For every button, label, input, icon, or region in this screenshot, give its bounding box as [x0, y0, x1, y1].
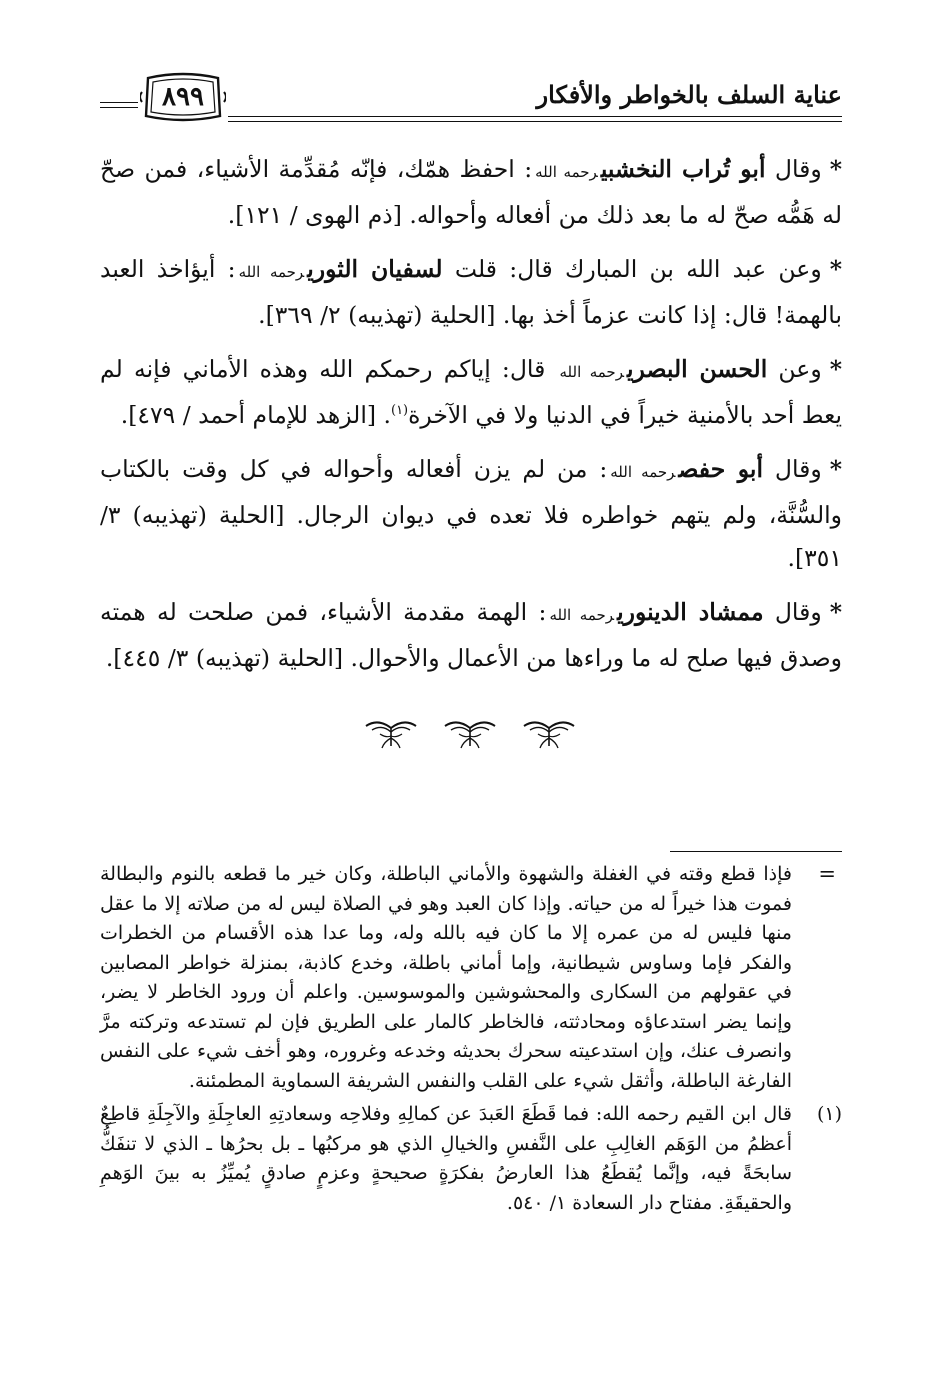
paragraph-text-after: . [الزهد للإمام أحمد / ٤٧٩]. [120, 401, 391, 429]
paragraph [100, 148, 842, 237]
blessing-glyph: رحمه الله [559, 363, 624, 381]
bullet-star: * [829, 155, 843, 183]
scholar-name: لسفيان الثوري [307, 255, 443, 283]
main-text [100, 148, 842, 691]
scholar-name: ممشاد الدينوري [617, 598, 764, 626]
footnotes [100, 860, 842, 1222]
blessing-glyph: رحمه الله [238, 263, 305, 281]
floral-ornament-icon [362, 716, 420, 750]
paragraph-text: : الهمة مقدمة الأشياء، فمن صلحت له همته وصدق فيها صلح له ما وراءها من الأعمال والأحوال. [الحلية (تهذيبه) ٣/ ٤٤٥]. [100, 598, 842, 672]
footnote-continuation [100, 860, 842, 1096]
footnote-separator [670, 851, 842, 852]
floral-ornament-icon [441, 716, 499, 750]
section-ornament [0, 716, 940, 756]
paragraph [100, 448, 842, 580]
paragraph-intro: وقال [774, 598, 822, 626]
paragraph [100, 348, 842, 437]
paragraph-intro: وعن عبد الله بن المبارك قال: قلت [454, 255, 822, 283]
bullet-star: * [829, 255, 842, 283]
blessing-glyph: رحمه الله [535, 163, 598, 181]
paragraph-intro: وقال [774, 455, 822, 483]
page-header [100, 72, 842, 124]
paragraph-intro: وعن [778, 355, 822, 383]
scholar-name: الحسن البصري [626, 355, 768, 383]
bullet-star: * [829, 455, 842, 483]
blessing-glyph: رحمه الله [549, 606, 615, 624]
footnote-1 [100, 1100, 842, 1218]
running-title: عناية السلف بالخواطر والأفكار [536, 80, 842, 109]
footnote-marker: = [818, 862, 836, 886]
header-double-rule [228, 116, 842, 122]
page-number: ٨٩٩ [162, 82, 204, 112]
scholar-name: أبو تُراب النخشبي [600, 155, 766, 183]
footnote-marker: (١) [816, 1103, 842, 1125]
paragraph-text: قال: إياكم رحمكم الله وهذه الأماني فإنه لم يعط أحد بالأمنية خيراً في الدنيا ولا في الآخرة [100, 355, 842, 429]
paragraph-text: : احفظ همّك، فإنّه مُقدِّمة الأشياء، فمن صحّ له هَمُّه صحّ له ما بعد ذلك من أفعاله وأحواله. [ذم الهوى / ١٢١]. [100, 155, 842, 229]
paragraph [100, 591, 842, 680]
bullet-star: * [829, 598, 842, 626]
paragraph-text: : أيؤاخذ العبد بالهمة! قال: إذا كانت عزماً أخذ بها. [الحلية (تهذيبه) ٢/ ٣٦٩]. [100, 255, 842, 329]
scholar-name: أبو حفص [678, 455, 763, 483]
floral-ornament-icon [520, 716, 578, 750]
header-double-rule-left [100, 102, 138, 108]
footnote-text: قال ابن القيم رحمه الله: فما قَطَعَ العَبدَ عن كمالِهِ وفلاحِه وسعادتِهِ العاجِلَةِ والآجِلَةِ قاطِعٌ أعظمُ من الوَهَم الغالِبِ على النَّفسِ والخيالِ الذي هو مركبُها ـ بل بحرُها ـ الذي لا تنفَكُّ سابحَةً فيه، وإنَّما يُقطَعُ هذا العارضُ بفكرَةٍ صحيحةٍ وعزمٍ صادقٍ يُميِّزُ به بينَ الوَهمِ والحقيقَةِ. مفتاح دار السعادة ١/ ٥٤٠. [100, 1103, 792, 1214]
blessing-glyph: رحمه الله [610, 463, 676, 481]
footnote-reference[interactable]: (١) [390, 403, 409, 419]
paragraph [100, 248, 842, 337]
paragraph-text: : من لم يزن أفعاله وأحواله في كل وقت بالكتاب والسُّنَّة، ولم يتهم خواطره فلا تعده في ديوان الرجال. [الحلية (تهذيبه) ٣/ ٣٥١]. [100, 455, 842, 572]
footnote-text: فإذا قطع وقته في الغفلة والشهوة والأماني الباطلة، وكان خير ما قطعه بالنوم والبطالة فموت هذا خيراً له من حياته. وإذا كان العبد وهو في الصلاة ليس له من صلاته إلا ما عقل منها فليس له من عمره إلا ما كان فيه بالله وله، وما عدا هذه الأقسام من الخطرات والفكر فإما وساوس شيطانية، وإما أماني باطلة، وخدع كاذبة، بمنزلة خواطر المصابين في عقولهم من السكارى والمحشوشين والموسوسين. واعلم أن ورود الخاطر لا يضر، وإنما يضر استدعاؤه ومحادثته، فالخاطر كالمار على الطريق فإن لم تستدعه وتركته مرَّ وانصرف عنك، وإن استدعيته سحرك بحديثه وخدعه وغروره، وهو أخف شيء على النفس الفارغة الباطلة، وأثقل شيء على القلب والنفس الشريفة السماوية المطمئنة. [100, 863, 792, 1092]
page-number-badge [140, 72, 226, 122]
bullet-star: * [829, 355, 842, 383]
paragraph-intro: وقال [774, 155, 822, 183]
